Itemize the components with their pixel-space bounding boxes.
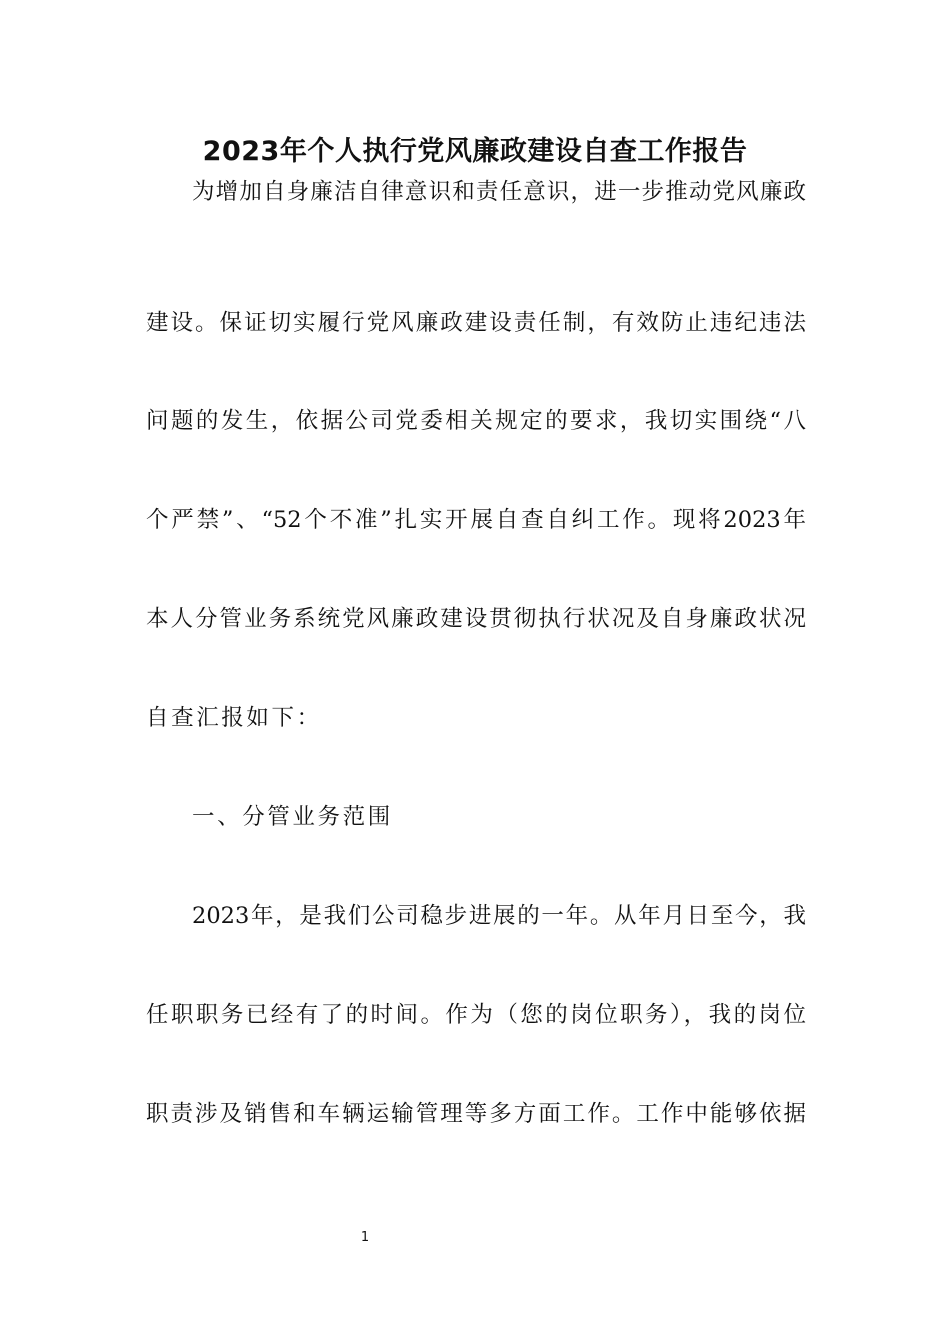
paragraph-line: 建设。保证切实履行党风廉政建设责任制，有效防止违纪违法: [146, 310, 806, 336]
section-heading: 一、分管业务范围: [192, 804, 393, 830]
paragraph-line: 职责涉及销售和车辆运输管理等多方面工作。工作中能够依据: [146, 1101, 806, 1127]
paragraph-line: 任职职务已经有了的时间。作为（您的岗位职务），我的岗位: [146, 1002, 806, 1028]
paragraph-line: 本人分管业务系统党风廉政建设贯彻执行状况及自身廉政状况: [146, 606, 806, 632]
paragraph-line: 问题的发生，依据公司党委相关规定的要求，我切实围绕“八: [146, 408, 806, 434]
paragraph-line: 个严禁”、“52个不准”扎实开展自查自纠工作。现将2023年: [146, 507, 806, 533]
paragraph-line: 2023年，是我们公司稳步进展的一年。从年月日至今，我: [192, 903, 806, 929]
document-title: 2023年个人执行党风廉政建设自查工作报告: [202, 136, 748, 167]
page-number: 1: [360, 1230, 370, 1245]
paragraph-line: 自查汇报如下：: [146, 705, 322, 731]
paragraph-line: 为增加自身廉洁自律意识和责任意识，进一步推动党风廉政: [192, 179, 806, 205]
